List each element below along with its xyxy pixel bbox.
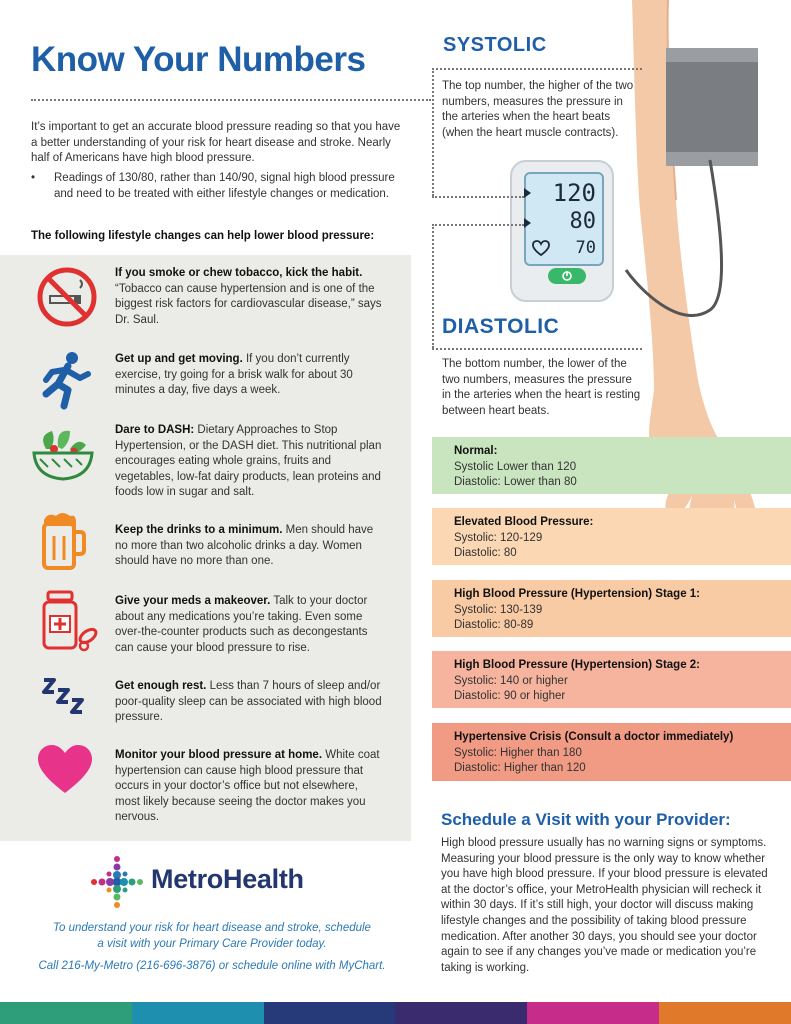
diastolic-description: The bottom number, the lower of the two numbers, measures the pressure in the arteries when the heart is resting between heart beats. — [442, 358, 641, 417]
category-systolic: Systolic: 120-129 — [454, 531, 543, 544]
category-diastolic: Diastolic: 80-89 — [454, 619, 534, 631]
title-divider — [31, 99, 431, 101]
pulse-heart-icon — [532, 240, 550, 256]
tip-body: Men should have no more than two alcoholic drinks a day. Women should have no more than one. — [115, 524, 374, 567]
diastolic-connector-vertical — [432, 224, 434, 348]
footer-color-bar — [0, 1002, 791, 1024]
systolic-connector-vertical — [432, 68, 434, 196]
heart-icon — [38, 745, 92, 800]
category-name: Normal: — [454, 445, 498, 457]
tip-exercise — [115, 352, 385, 399]
tip-heading: Keep the drinks to a minimum. — [115, 524, 283, 536]
no-smoking-icon — [36, 266, 98, 333]
tip-dash — [115, 423, 385, 501]
category-systolic: Systolic: 130-139 — [454, 603, 543, 616]
systolic-heading: SYSTOLIC — [443, 34, 547, 56]
bullet-mark: • — [31, 172, 36, 184]
diastolic-connector-bottom — [432, 348, 642, 350]
metrohealth-logo-mark-icon — [88, 853, 146, 916]
monitor-diastolic-value: 80 — [569, 209, 596, 234]
tip-heading: Dare to DASH: — [115, 424, 195, 436]
systolic-connector-top — [432, 68, 642, 70]
cta-line-1: To understand your risk for heart disease and stroke, schedule — [53, 922, 371, 934]
tip-monitor — [115, 748, 385, 826]
diastolic-heading: DIASTOLIC — [442, 315, 560, 338]
tip-body: Talk to your doctor about any medications you’re taking. Even some over-the-counter products such as decongestants can cause your blood pressure to rise. — [115, 595, 368, 654]
bp-category-stage-1 — [432, 580, 791, 637]
salad-bowl-icon — [30, 425, 96, 492]
category-systolic: Systolic Lower than 120 — [454, 460, 577, 473]
tip-body: Less than 7 hours of sleep and/or poor-quality sleep can be associated with high blood pressure. — [115, 680, 382, 723]
category-systolic: Systolic: 140 or higher — [454, 674, 568, 687]
bp-monitor — [510, 160, 614, 302]
tip-sleep — [115, 679, 385, 726]
tip-body: If you don’t currently exercise, try going for a brisk walk for about 30 minutes a day, five days a week. — [115, 353, 353, 396]
tip-drinks — [115, 523, 385, 570]
lifestyle-lead: The following lifestyle changes can help lower blood pressure: — [31, 230, 375, 242]
page-title: Know Your Numbers — [31, 40, 366, 79]
diastolic-connector-top — [432, 224, 524, 226]
systolic-description: The top number, the higher of the two numbers, measures the pressure in the arteries when the heart beats (when the heart muscle contracts). — [442, 80, 634, 139]
diastolic-pointer-icon — [524, 218, 531, 228]
cta-line-3: Call 216-My-Metro (216-696-3876) or schedule online with MyChart. — [38, 960, 386, 972]
monitor-pulse-value: 70 — [575, 238, 596, 258]
tip-heading: If you smoke or chew tobacco, kick the habit. — [115, 267, 363, 279]
tip-meds — [115, 594, 385, 656]
tip-heading: Get up and get moving. — [115, 353, 243, 365]
category-diastolic: Diastolic: 80 — [454, 547, 517, 559]
category-name: Hypertensive Crisis (Consult a doctor immediately) — [454, 731, 734, 743]
tip-smoking — [115, 266, 385, 328]
monitor-screen — [524, 172, 604, 266]
sleep-zzz-icon — [42, 676, 86, 721]
beer-mug-icon — [40, 512, 86, 577]
bp-category-normal — [432, 437, 791, 494]
intro-bullet — [31, 171, 401, 202]
medicine-bottle-icon — [40, 590, 98, 657]
category-name: High Blood Pressure (Hypertension) Stage 1: — [454, 588, 701, 600]
running-person-icon — [38, 350, 94, 415]
systolic-connector-bottom — [432, 196, 524, 198]
category-diastolic: Diastolic: 90 or higher — [454, 690, 566, 702]
category-diastolic: Diastolic: Lower than 80 — [454, 476, 577, 488]
category-name: High Blood Pressure (Hypertension) Stage 2: — [454, 659, 701, 671]
bp-category-stage-2 — [432, 651, 791, 708]
power-button[interactable] — [548, 268, 586, 284]
category-diastolic: Diastolic: Higher than 120 — [454, 762, 586, 774]
metrohealth-logo-text: MetroHealth — [151, 864, 304, 894]
tip-heading: Get enough rest. — [115, 680, 207, 692]
schedule-body: High blood pressure usually has no warning signs or symptoms. Measuring your blood pressure is the only way to know whether you have high blood pressure. If your blood pressure is elevated at the doctor’s office, your MetroHealth physician will recheck it within 30 days. If it’s still high, your doctor will discuss making lifestyle changes and the possibility of taking blood pressure medication. After another 30 days, you should see your doctor again to see if any changes you’ve made or medication you’re taking is working. — [441, 837, 768, 974]
bullet-text: Readings of 130/80, rather than 140/90, signal high blood pressure and need to be treated with either lifestyle changes or medication. — [54, 172, 395, 200]
tip-body: “Tobacco can cause hypertension and is one of the biggest risk factors for cardiovascular disease,” says Dr. Saul. — [115, 282, 382, 326]
tip-body: White coat hypertension can cause high blood pressure that occurs in your doctor’s office but not elsewhere, most likely because seeing the doctor makes you nervous. — [115, 749, 380, 823]
bp-category-crisis — [432, 723, 791, 781]
tip-body: Dietary Approaches to Stop Hypertension, or the DASH diet. This nutritional plan encourages eating whole grains, fruits and vegetables, low-fat dairy products, lean proteins and foods low in sugar and salt. — [115, 424, 382, 498]
tip-heading: Monitor your blood pressure at home. — [115, 749, 323, 761]
tip-heading: Give your meds a makeover. — [115, 595, 271, 607]
bp-category-elevated — [432, 508, 791, 565]
systolic-pointer-icon — [524, 188, 531, 198]
schedule-heading: Schedule a Visit with your Provider: — [441, 810, 731, 829]
category-systolic: Systolic: Higher than 180 — [454, 746, 582, 759]
category-name: Elevated Blood Pressure: — [454, 516, 594, 528]
monitor-systolic-value: 120 — [552, 179, 596, 207]
intro-paragraph: It’s important to get an accurate blood pressure reading so that you have a better understanding of your risk for heart disease and stroke. Nearly half of Americans have high blood pressure. — [31, 121, 401, 164]
cta-line-2: a visit with your Primary Care Provider today. — [97, 938, 327, 950]
